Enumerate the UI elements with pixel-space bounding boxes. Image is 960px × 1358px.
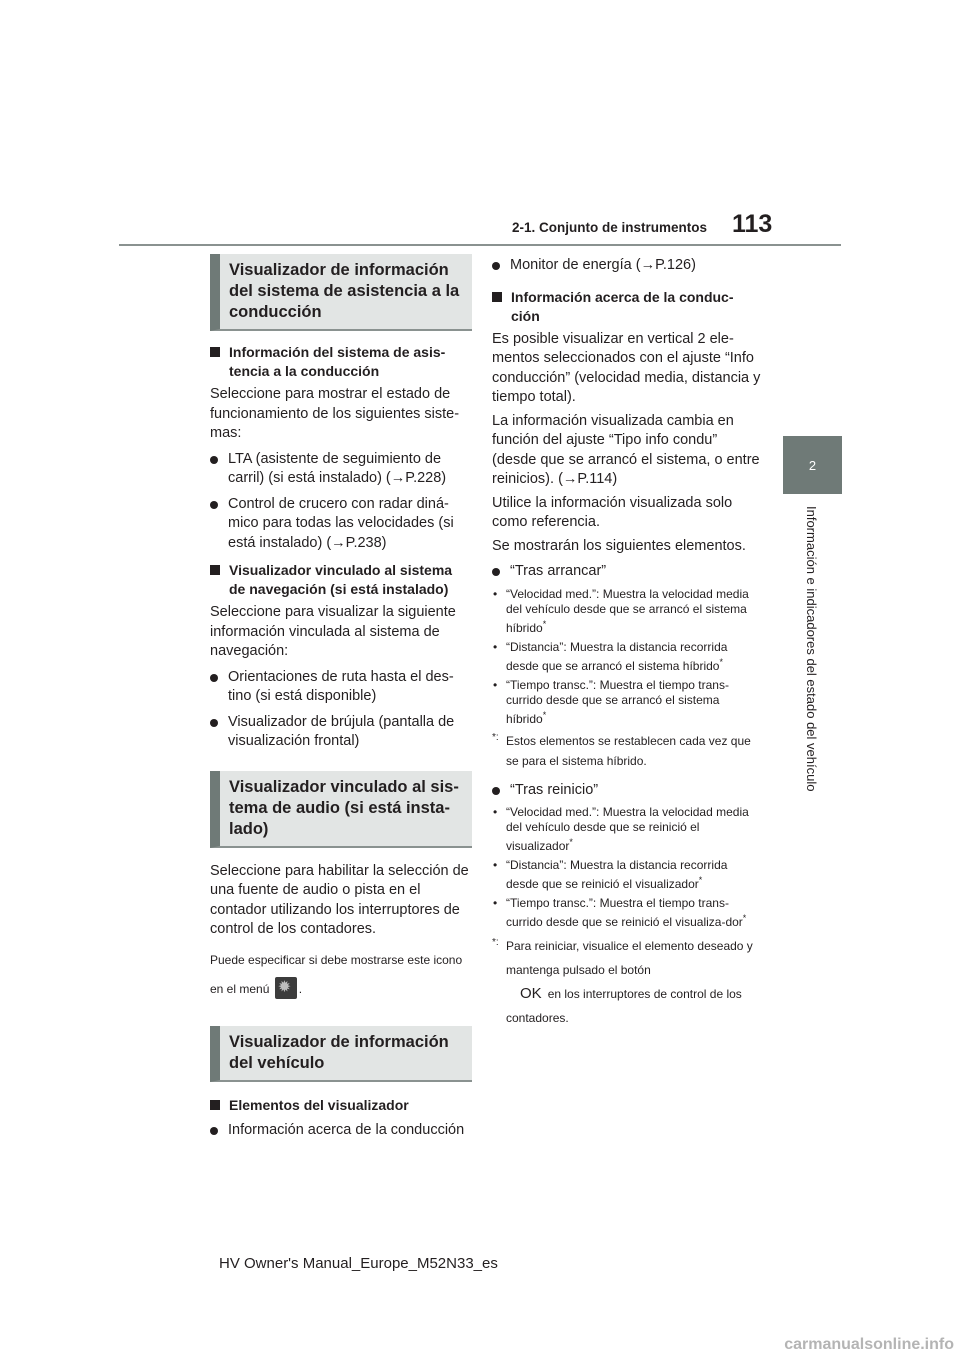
list-item: • “Distancia”: Muestra la distancia recorrida desde que se reinició el visualizador*	[492, 858, 762, 892]
subheading-display-elements: Elementos del visualizador	[210, 1096, 472, 1115]
footnote: *: Para reiniciar, visualice el elemento deseado y mantenga pulsado el botón OK en los interruptores de control de los contadores.	[492, 934, 762, 1030]
bullet-item: Orientaciones de ruta hasta el des-tino (si está disponible)	[210, 668, 472, 707]
asterisk: *	[542, 709, 547, 720]
menu-icon-note	[210, 946, 472, 1004]
asterisk: *	[742, 913, 747, 923]
bullet-item: LTA (asistente de seguimiento de carril) (si está instalado) (→P.228)	[210, 450, 472, 489]
list-item: • “Distancia”: Muestra la distancia recorrida desde que se arrancó el sistema híbrido*	[492, 640, 762, 674]
header-rule	[119, 244, 841, 246]
bullet-item: Control de crucero con radar diná-mico para todas las velocidades (si está instalado) (→P.238)	[210, 495, 472, 554]
left-column	[210, 254, 472, 1145]
section-heading-vehicle-info: Visualizador de información del vehículo	[210, 1026, 472, 1082]
paragraph: La información visualizada cambia en función del ajuste “Tipo info condu” (desde que se arrancó el sistema, o entre reinicios). (→P.114)	[492, 412, 760, 487]
footnote-mark: *:	[492, 731, 499, 743]
bullet-after-start: “Tras arrancar”	[492, 562, 762, 582]
asterisk: *	[569, 837, 573, 847]
chapter-label: Información e indicadores del estado del vehículo	[804, 506, 819, 792]
ok-button-glyph: OK	[520, 985, 542, 1002]
asterisk: *	[719, 656, 723, 667]
list-item: • “Tiempo transc.”: Muestra el tiempo trans-currido desde que se arrancó el sistema híbrido*	[492, 678, 762, 727]
footer-manual-id: HV Owner's Manual_Europe_M52N33_es	[219, 1255, 498, 1272]
section-heading-audio: Visualizador vinculado al sis-tema de audio (si está insta-lado)	[210, 771, 472, 848]
note-period: .	[298, 981, 303, 996]
asterisk: *	[698, 875, 703, 885]
running-header: 2-1. Conjunto de instrumentos	[512, 220, 708, 235]
list-item: • “Velocidad med.”: Muestra la velocidad media del vehículo desde que se reinició el visualizador*	[492, 805, 762, 854]
paragraph: Seleccione para visualizar la siguiente información vinculada al sistema de navegación:	[210, 604, 456, 659]
bullet-item: Visualizador de brújula (pantalla de visualización frontal)	[210, 713, 472, 752]
list-item: • “Velocidad med.”: Muestra la velocidad media del vehículo desde que se arrancó el sistema híbrido*	[492, 587, 762, 636]
paragraph: Es posible visualizar en vertical 2 ele-mentos seleccionados con el ajuste “Info conducción” (velocidad media, distancia y tiempo total).	[492, 330, 761, 405]
subheading-navigation: Visualizador vinculado al sistema de navegación (si está instalado)	[210, 561, 472, 599]
note-text: Puede especificar si debe mostrarse este icono en el menú	[210, 952, 463, 996]
subheading-driving-info: Información acerca de la conduc-ción	[492, 288, 762, 326]
watermark: carmanualsonline.info	[784, 1336, 954, 1353]
gear-icon	[275, 977, 297, 999]
asterisk: *	[542, 618, 547, 629]
footnote: *: Estos elementos se restablecen cada vez que se para el sistema híbrido.	[492, 731, 762, 771]
bullet-item: Información acerca de la conducción	[210, 1121, 472, 1141]
paragraph: Se mostrarán los siguientes elementos.	[492, 537, 746, 554]
chapter-number: 2	[808, 457, 817, 473]
chapter-tab	[783, 436, 842, 494]
section-heading-assist: Visualizador de información del sistema de asistencia a la conducción	[210, 254, 472, 331]
footnote-mark: *:	[492, 937, 499, 948]
list-item: • “Tiempo transc.”: Muestra el tiempo trans-currido desde que se reinició el visualiza-dor*	[492, 896, 762, 930]
bullet-after-reset: “Tras reinicio”	[492, 781, 762, 801]
paragraph: Utilice la información visualizada solo como referencia.	[492, 494, 733, 530]
subheading-assist-info: Información del sistema de asis-tencia a la conducción	[210, 343, 472, 381]
right-column	[492, 254, 762, 1034]
page-number: 113	[732, 210, 773, 238]
bullet-item: Monitor de energía (→P.126)	[492, 256, 762, 276]
paragraph: Seleccione para habilitar la selección de una fuente de audio o pista en el contador utilizando los interruptores de control de los contadores.	[210, 862, 469, 937]
paragraph: Seleccione para mostrar el estado de funcionamiento de los siguientes siste-mas:	[210, 386, 460, 441]
